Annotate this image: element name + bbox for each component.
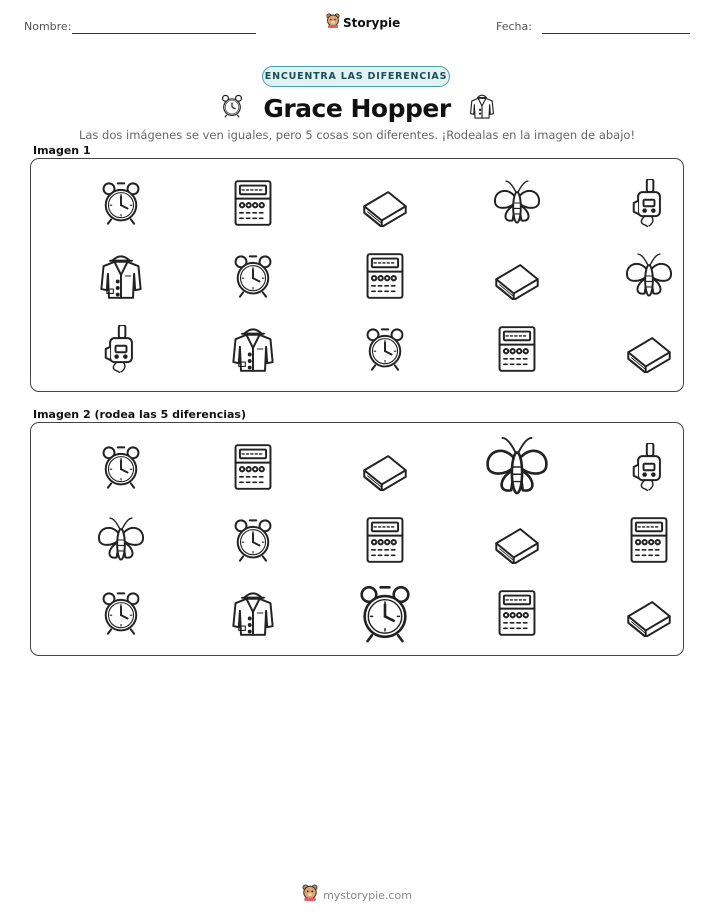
name-label: Nombre:	[24, 20, 72, 33]
relay-switch-icon	[617, 171, 681, 235]
navy-uniform-icon	[221, 317, 285, 381]
bear-mascot-icon	[326, 13, 340, 33]
moth-icon[interactable]	[485, 435, 549, 499]
moth-icon	[485, 171, 549, 235]
relay-switch-icon[interactable]	[617, 435, 681, 499]
computer-icon[interactable]	[485, 581, 549, 645]
date-label: Fecha:	[496, 20, 532, 33]
footer	[0, 884, 714, 906]
name-field[interactable]	[72, 33, 256, 34]
alarm-clock-icon[interactable]	[89, 581, 153, 645]
footer-url: mystorypie.com	[323, 888, 412, 902]
alarm-clock-icon	[89, 171, 153, 235]
image-2-panel[interactable]	[30, 422, 684, 656]
image-1-label: Imagen 1	[33, 144, 91, 157]
date-field[interactable]	[542, 33, 690, 34]
book-icon	[485, 244, 549, 308]
relay-switch-icon	[89, 317, 153, 381]
computer-icon[interactable]	[353, 508, 417, 572]
alarm-clock-icon[interactable]	[353, 581, 417, 645]
page-title: Grace Hopper	[263, 94, 451, 123]
alarm-clock-icon[interactable]	[89, 435, 153, 499]
computer-icon[interactable]	[221, 435, 285, 499]
computer-icon	[485, 317, 549, 381]
alarm-clock-icon	[353, 317, 417, 381]
book-icon[interactable]	[485, 508, 549, 572]
brand-name: Storypie	[343, 16, 401, 30]
alarm-clock-icon	[219, 93, 245, 124]
title-row	[0, 92, 714, 125]
image-2-label: Imagen 2 (rodea las 5 diferencias)	[33, 408, 247, 421]
alarm-clock-icon	[221, 244, 285, 308]
book-icon	[617, 317, 681, 381]
instructions: Las dos imágenes se ven iguales, pero 5 cosas son diferentes. ¡Rodealas en la imagen de abajo!	[78, 128, 636, 142]
image-1-panel	[30, 158, 684, 392]
navy-uniform-icon	[469, 92, 495, 125]
computer-icon[interactable]	[617, 508, 681, 572]
book-icon	[353, 171, 417, 235]
moth-icon[interactable]	[89, 508, 153, 572]
book-icon[interactable]	[617, 581, 681, 645]
computer-icon	[353, 244, 417, 308]
activity-badge: ENCUENTRA LAS DIFERENCIAS	[262, 66, 450, 87]
moth-icon	[617, 244, 681, 308]
book-icon[interactable]	[353, 435, 417, 499]
computer-icon	[221, 171, 285, 235]
navy-uniform-icon	[89, 244, 153, 308]
bear-mascot-icon	[302, 884, 318, 906]
alarm-clock-icon[interactable]	[221, 508, 285, 572]
navy-uniform-icon[interactable]	[221, 581, 285, 645]
brand-logo	[326, 13, 400, 33]
